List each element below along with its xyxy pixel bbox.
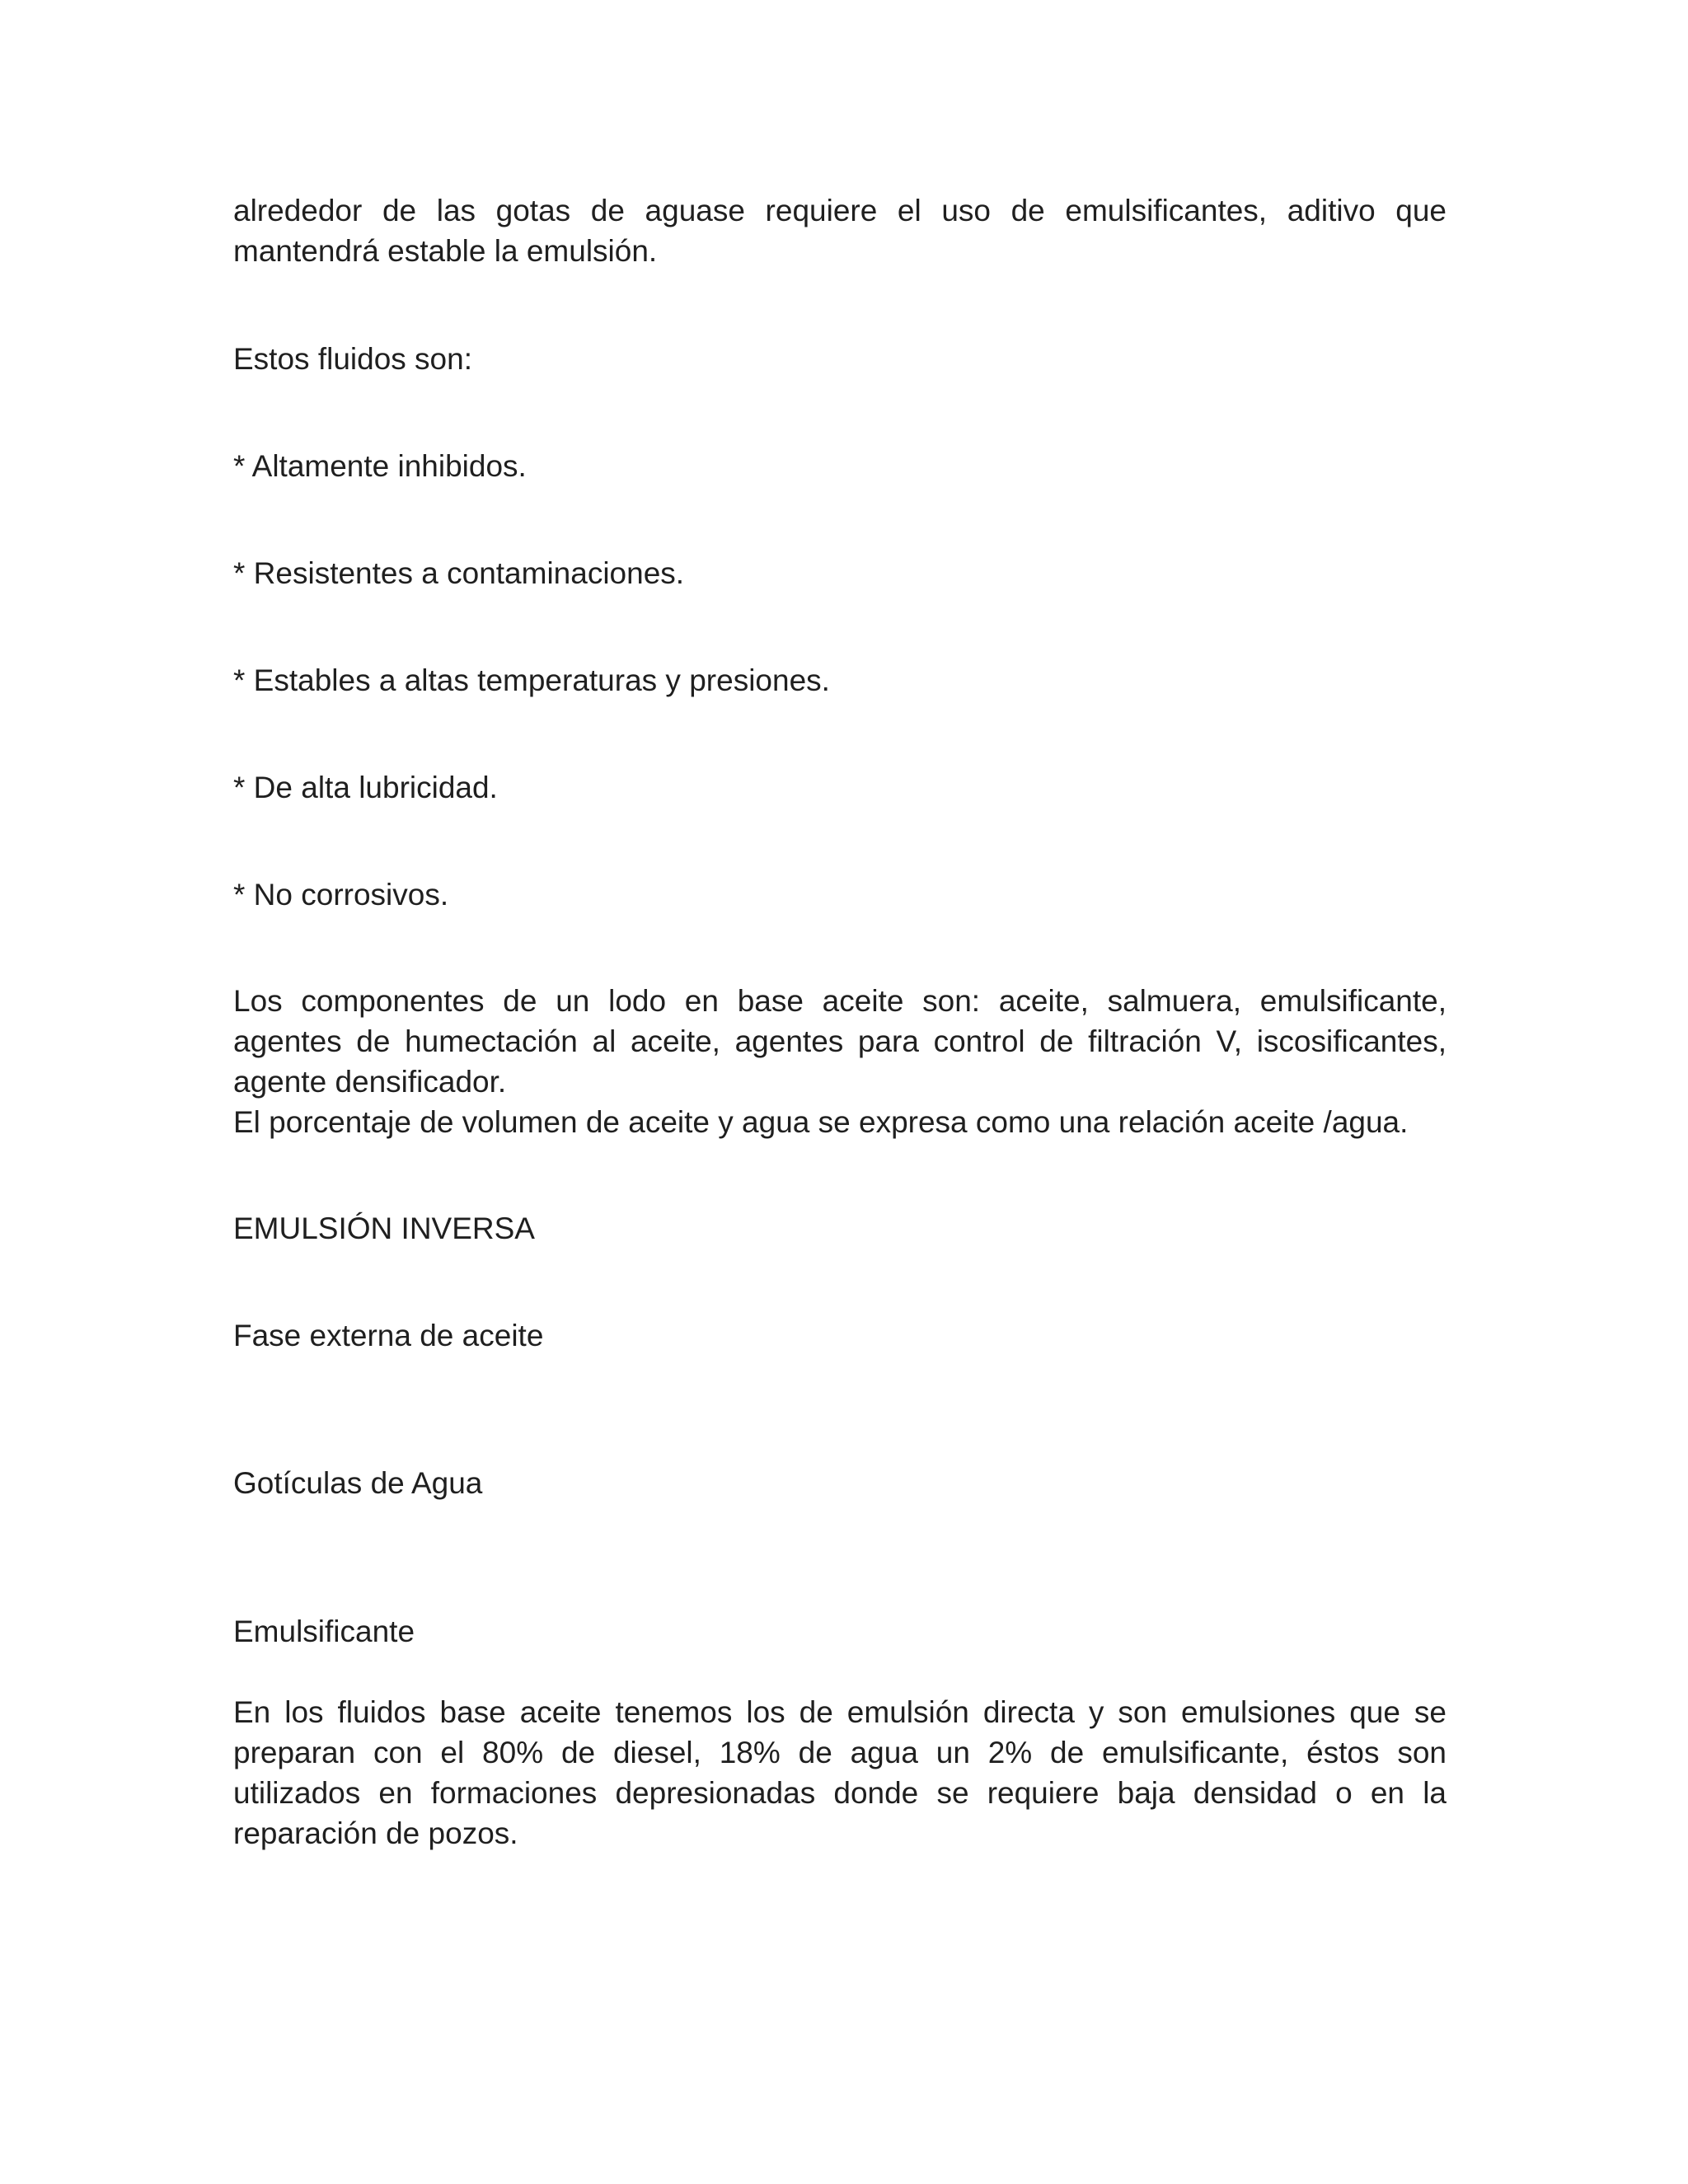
label-droplets: Gotículas de Agua (233, 1466, 483, 1500)
paragraph-intro: alrededor de las gotas de aguase requiere el uso de emulsificantes, aditivo que mantendrá estable la emulsión. (233, 194, 1447, 268)
list-item: * De alta lubricidad. (233, 771, 498, 804)
list-item: * Altamente inhibidos. (233, 449, 527, 483)
paragraph-direct: En los fluidos base aceite tenemos los de emulsión directa y son emulsiones que se preparan con el 80% de diesel, 18% de agua un 2% de emulsificante, éstos son utilizados en formaciones depresionadas donde se requiere baja densidad o en la reparación de pozos. (233, 1695, 1447, 1850)
list-item: * Resistentes a contaminaciones. (233, 556, 685, 590)
list-item: * No corrosivos. (233, 878, 449, 912)
paragraph-components: Los componentes de un lodo en base aceite son: aceite, salmuera, emulsificante, agentes de humectación al aceite, agentes para control de filtración V, iscosificantes, agente densificador. (233, 984, 1447, 1099)
label-external-phase: Fase externa de aceite (233, 1319, 544, 1352)
list-item: * Estables a altas temperaturas y presiones. (233, 663, 830, 697)
label-emulsifier: Emulsificante (233, 1615, 415, 1648)
heading-fluids: Estos fluidos son: (233, 342, 472, 376)
paragraph-ratio: El porcentaje de volumen de aceite y agua se expresa como una relación aceite /agua. (233, 1105, 1409, 1139)
heading-emulsion: EMULSIÓN INVERSA (233, 1212, 535, 1245)
